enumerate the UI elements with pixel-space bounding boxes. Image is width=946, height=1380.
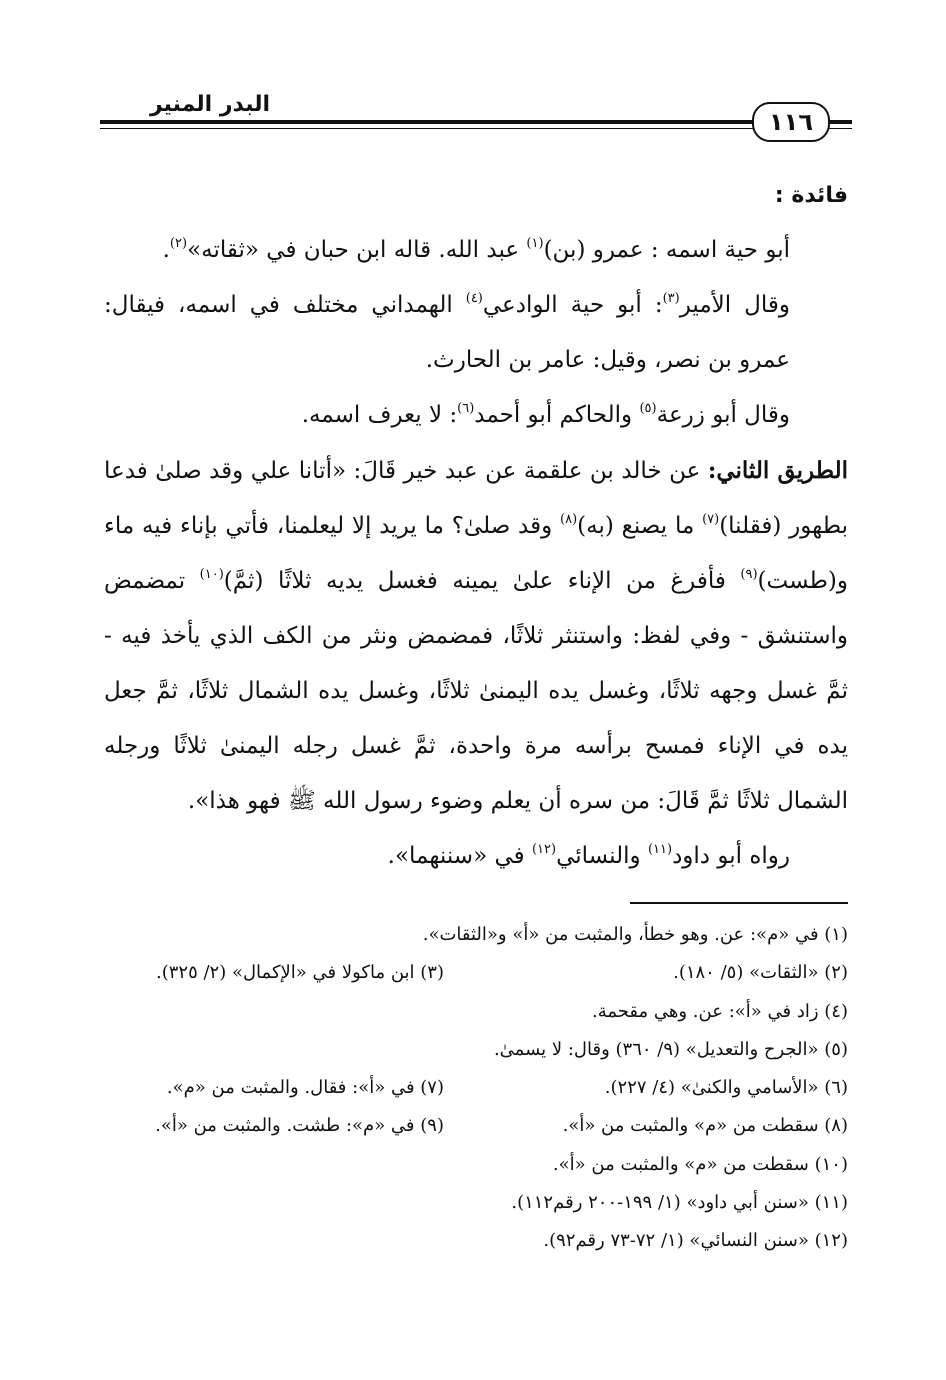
page-number: ١١٦ bbox=[752, 102, 830, 142]
header-rule-thin bbox=[100, 128, 852, 129]
footnote-separator bbox=[630, 902, 848, 904]
footnote-ref-6: (٦) bbox=[457, 401, 475, 416]
paragraph-3: وقال أبو زرعة$^{(٥)}$ والحاكم أبو أحمد$^{(٦)}$: لا يعرف اسمه. bbox=[301, 401, 790, 428]
footnote-6: (٦) «الأسامي والكنىٰ» (٤/ ٢٢٧). bbox=[604, 1077, 848, 1099]
footnote-ref-11: (١١) bbox=[647, 842, 673, 857]
footnote-3: (٣) ابن ماكولا في «الإكمال» (٢/ ٣٢٥). bbox=[155, 962, 444, 984]
footnote-row bbox=[104, 1069, 848, 1107]
footnote-11: (١١) «سنن أبي داود» (١/ ١٩٩-٢٠٠ رقم١١٢). bbox=[511, 1192, 848, 1214]
footnotes bbox=[104, 916, 848, 1261]
footnote-ref-10: (١٠) bbox=[199, 567, 224, 582]
paragraph-4: الطريق الثاني: عن خالد بن علقمة عن عبد خير قَالَ: «أتانا علي وقد صلىٰ فدعا بطهور (فقلنا)$^{(٧)}$ ما يصنع (به)$^{(٨)}$ وقد صلىٰ؟ ما يريد إلا ليعلمنا، فأتي بإناء فيه ماء و(طست)$^{(٩)}$ فأفرغ من الإناء علىٰ يمينه فغسل يديه ثلاثًا (ثمَّ)$^{(١٠)}$ تمضمض واستنشق - وفي لفظ: واستنثر ثلاثًا، فمضمض ونثر من الكف الذي يأخذ فيه - ثمَّ غسل وجهه ثلاثًا، وغسل يده اليمنىٰ ثلاثًا، وغسل يده الشمال ثلاثًا، ثمَّ جعل يده في الإناء فمسح برأسه مرة واحدة، ثمَّ غسل رجله اليمنىٰ ثلاثًا ورجله الشمال ثلاثًا ثمَّ قَالَ: من سره أن يعلم وضوء رسول الله ﷺ فهو هذا». bbox=[104, 457, 848, 814]
paragraph-5: رواه أبو داود$^{(١١)}$ والنسائي$^{(١٢)}$ في «سننهما». bbox=[387, 842, 790, 869]
footnote-ref-3: (٣) bbox=[662, 291, 680, 306]
footnote-ref-1: (١) bbox=[526, 236, 544, 251]
footnote-ref-4: (٤) bbox=[465, 291, 483, 306]
footnote-ref-7: (٧) bbox=[702, 512, 720, 527]
page-header bbox=[100, 92, 852, 136]
footnote-ref-2: (٢) bbox=[169, 236, 188, 251]
footnote-ref-8: (٨) bbox=[560, 512, 578, 527]
section-heading: فائدة : bbox=[774, 183, 848, 208]
footnote-row bbox=[104, 954, 848, 992]
main-text bbox=[104, 168, 848, 884]
footnote-4: (٤) زاد في «أ»: عن. وهي مقحمة. bbox=[592, 1000, 848, 1022]
header-rule-thick bbox=[100, 120, 852, 124]
footnote-10: (١٠) سقطت من «م» والمثبت من «أ». bbox=[552, 1153, 848, 1175]
footnote-1: (١) في «م»: عن. وهو خطأ، والمثبت من «أ» و«الثقات». bbox=[422, 924, 848, 945]
footnote-12: (١٢) «سنن النسائي» (١/ ٧٢-٧٣ رقم٩٢). bbox=[543, 1230, 848, 1252]
footnote-ref-12: (١٢) bbox=[531, 842, 557, 857]
footnote-8: (٨) سقطت من «م» والمثبت من «أ». bbox=[562, 1115, 848, 1137]
footnote-5: (٥) «الجرح والتعديل» (٩/ ٣٦٠) وقال: لا يسمىٰ. bbox=[493, 1038, 848, 1060]
footnote-2: (٢) «الثقات» (٥/ ١٨٠). bbox=[673, 962, 848, 984]
footnote-ref-5: (٥) bbox=[639, 401, 657, 416]
footnote-9: (٩) في «م»: طشت. والمثبت من «أ». bbox=[155, 1115, 444, 1137]
paragraph-1: أبو حية اسمه : عمرو (بن)$^{(١)}$ عبد الله. قاله ابن حبان في «ثقاته»$^{(٢)}$. bbox=[162, 236, 790, 263]
paragraph-2: وقال الأمير$^{(٣)}$: أبو حية الوادعي$^{(٤)}$ الهمداني مختلف في اسمه، فيقال: عمرو بن نصر، وقيل: عامر بن الحارث. bbox=[104, 291, 790, 373]
paragraph-lead: الطريق الثاني: bbox=[707, 457, 848, 484]
footnote-ref-9: (٩) bbox=[740, 567, 758, 582]
footnote-row bbox=[104, 1107, 848, 1145]
footnote-7: (٧) في «أ»: فقال. والمثبت من «م». bbox=[166, 1077, 444, 1099]
book-title: البدر المنير bbox=[144, 92, 276, 117]
